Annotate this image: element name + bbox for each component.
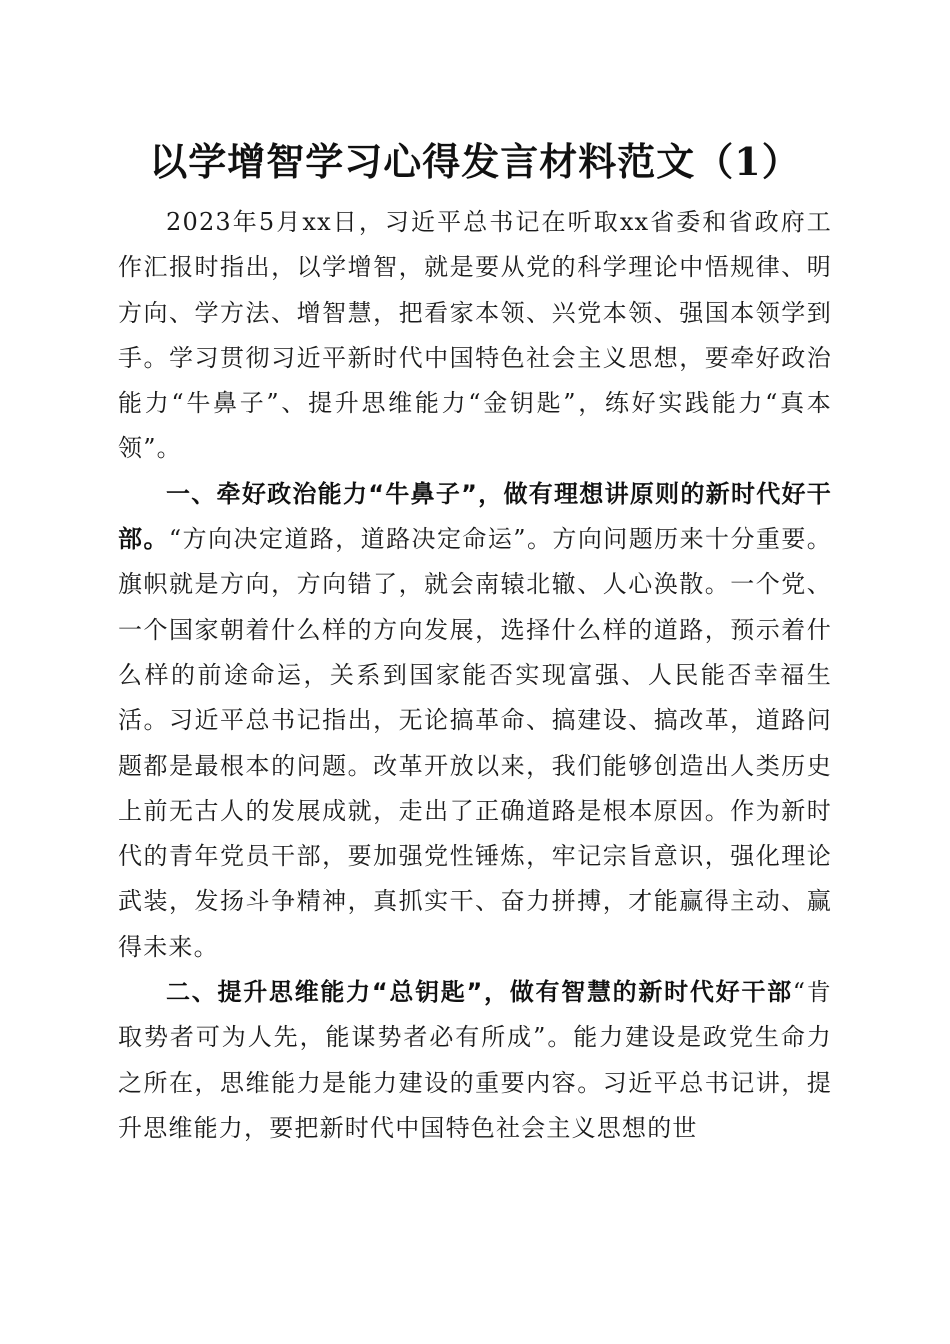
section-two-heading: 二、提升思维能力“总钥匙”，做有智慧的新时代好干部 (166, 978, 793, 1007)
intro-paragraph-text: 2023年5月xx日，习近平总书记在听取xx省委和省政府工作汇报时指出，以学增智，就是要从党的科学理论中悟规律、明方向、学方法、增智慧，把看家本领、兴党本领、强国本领学到手。学习贯彻习近平新时代中国特色社会主义思想，要牵好政治能力“牛鼻子”、提升思维能力“金钥匙”，练好实践能力“真本领”。 (118, 208, 832, 463)
section-two-text: “肯取势者可为人先，能谋势者必有所成”。能力建设是政党生命力之所在，思维能力是能力建设的重要内容。习近平总书记讲，提升思维能力，要把新时代中国特色社会主义思想的世 (118, 978, 832, 1142)
section-one-heading: 一、牵好政治能力“牛鼻子”，做有理想讲原则的新时代好干部。 (118, 479, 832, 554)
document-body (118, 200, 832, 1151)
section-one-paragraph (118, 472, 832, 970)
intro-paragraph (118, 200, 832, 472)
document-title: 以学增智学习心得发言材料范文（1） (149, 139, 801, 184)
section-two-paragraph (118, 970, 832, 1151)
section-one-text: “方向决定道路，道路决定命运”。方向问题历来十分重要。旗帜就是方向，方向错了，就会南辕北辙、人心涣散。一个党、一个国家朝着什么样的方向发展，选择什么样的道路，预示着什么样的前途命运，关系到国家能否实现富强、人民能否幸福生活。习近平总书记指出，无论搞革命、搞建设、搞改革，道路问题都是最根本的问题。改革开放以来，我们能够创造出人类历史上前无古人的发展成就，走出了正确道路是根本原因。作为新时代的青年党员干部，要加强党性锤炼，牢记宗旨意识，强化理论武装，发扬斗争精神，真抓实干、奋力拼搏，才能赢得主动、赢得未来。 (118, 525, 833, 961)
